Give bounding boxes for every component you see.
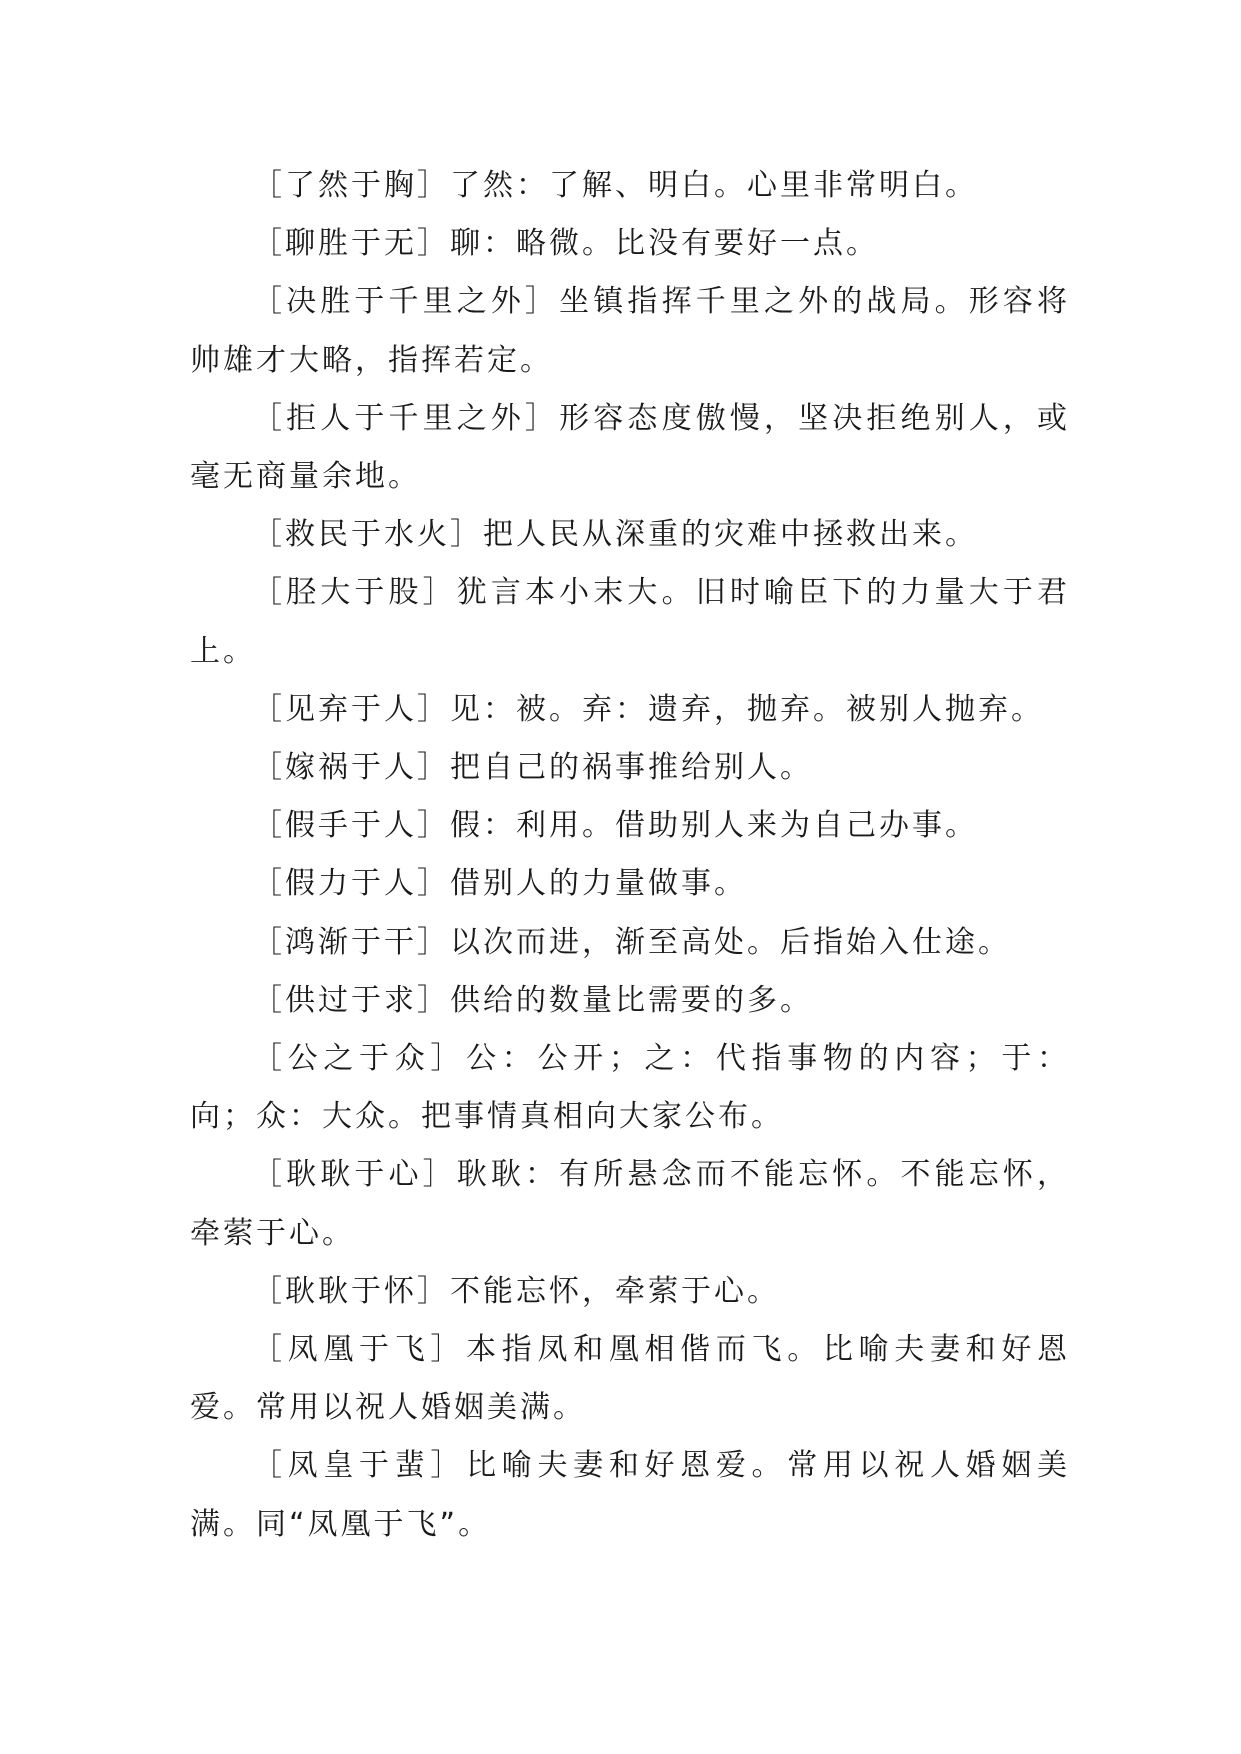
- idiom-entry-jiuminyushuihuo: ［救民于水火］把人民从深重的灾难中拯救出来。: [252, 517, 978, 553]
- idiom-entry-fenghuangyufei: ［凤凰于飞］本指凤和凰相偕而飞。比喻夫妻和好恩爱。常用以祝人婚姻美满。: [190, 1332, 1070, 1426]
- idiom-entry-genggengyuxin: ［耿耿于心］耿耿：有所悬念而不能忘怀。不能忘怀，牵萦于心。: [190, 1157, 1070, 1251]
- idiom-list: [190, 157, 1070, 1554]
- idiom-entry-gongzhiyuzhong: ［公之于众］公：公开；之：代指事物的内容；于：向；众：大众。把事情真相向大家公布。: [190, 1041, 1070, 1135]
- idiom-entry-jueshengyuqianlizhiwai: ［决胜于千里之外］坐镇指挥千里之外的战局。形容将帅雄才大略，指挥若定。: [190, 284, 1070, 378]
- idiom-entry-jingdayugu: ［胫大于股］犹言本小末大。旧时喻臣下的力量大于君上。: [190, 575, 1070, 669]
- idiom-entry-jianqiyuren: ［见弃于人］见：被。弃：遗弃，抛弃。被别人抛弃。: [252, 691, 1044, 727]
- idiom-entry-liaoshengyuwu: ［聊胜于无］聊：略微。比没有要好一点。: [252, 226, 879, 262]
- idiom-entry-genggengyuhuai: ［耿耿于怀］不能忘怀，牵萦于心。: [252, 1273, 780, 1309]
- idiom-entry-juren: ［拒人于千里之外］形容态度傲慢，坚决拒绝别人，或毫无商量余地。: [190, 400, 1070, 495]
- idiom-entry-gongguoyuqiu: ［供过于求］供给的数量比需要的多。: [252, 982, 813, 1018]
- idiom-entry-jiahuoyuren: ［嫁祸于人］把自己的祸事推给别人。: [252, 750, 813, 786]
- idiom-entry-liaoranyuxiong: ［了然于胸］了然：了解、明白。心里非常明白。: [252, 168, 978, 203]
- idiom-entry-hongjianyugan: ［鸿渐于干］以次而进，渐至高处。后指始入仕途。: [252, 924, 1011, 960]
- idiom-entry-fenghuangyufei-variant: ［凤皇于蜚］比喻夫妻和好恩爱。常用以祝人婚姻美满。同“凤凰于飞”。: [190, 1448, 1070, 1542]
- idiom-entry-jialiyuren: ［假力于人］借别人的力量做事。: [252, 866, 747, 902]
- idiom-entry-jiashouyuren: ［假手于人］假：利用。借助别人来为自己办事。: [252, 808, 978, 844]
